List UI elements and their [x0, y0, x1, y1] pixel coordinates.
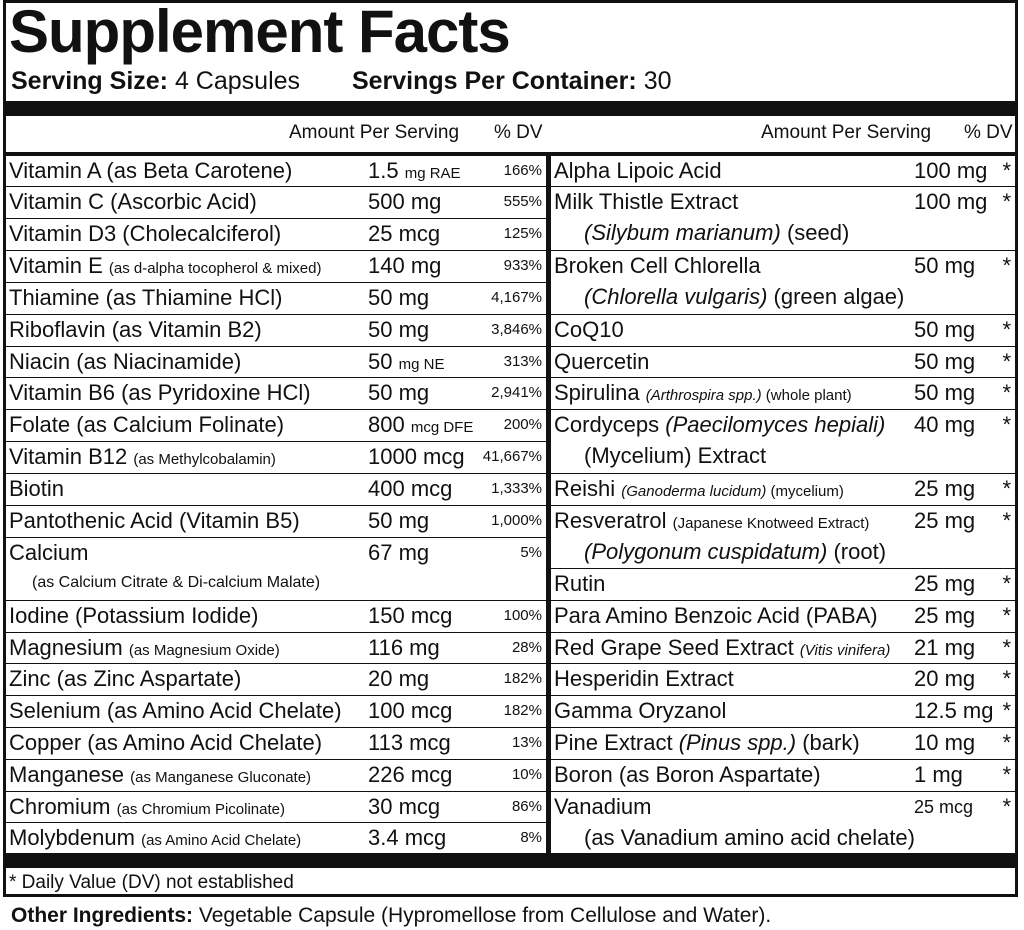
nutrient-row — [6, 601, 546, 633]
nutrient-name-text: Vitamin A (as Beta Carotene) — [9, 158, 293, 183]
ingredient-dv: * — [1002, 317, 1011, 342]
ingredient-name — [554, 187, 738, 217]
daily-value: 200% — [503, 416, 542, 433]
ingredient-line2 — [584, 218, 849, 248]
ingredient-dv: * — [1002, 666, 1011, 691]
nutrient-name — [9, 823, 301, 856]
nutrient-amount — [368, 347, 444, 380]
ingredient-name-text: Reishi — [554, 476, 616, 501]
ingredient-name — [554, 378, 852, 411]
amount-value: 30 mcg — [368, 794, 441, 819]
other-ingredients-value: Vegetable Capsule (Hypromellose from Cellulose and Water). — [193, 904, 772, 927]
ingredient-name — [554, 315, 624, 345]
nutrient-row — [6, 187, 546, 219]
ingredient-name — [554, 251, 761, 281]
nutrient-name-text: Vitamin C (Ascorbic Acid) — [9, 189, 257, 214]
ingredient-row — [551, 792, 1015, 854]
nutrient-amount — [368, 283, 429, 313]
ingredient-part: (mycelium) — [766, 483, 844, 500]
ingredient-dv: * — [1002, 380, 1011, 405]
nutrient-amount — [368, 410, 473, 443]
ingredient-name-text: Milk Thistle Extract — [554, 189, 739, 214]
nutrient-row — [6, 792, 546, 823]
daily-value: 8% — [520, 829, 542, 846]
ingredient-dv: * — [1002, 794, 1011, 819]
nutrient-name-text: Vitamin D3 (Cholecalciferol) — [9, 221, 282, 246]
amount-value: 67 mg — [368, 540, 430, 565]
nutrient-row — [6, 378, 546, 410]
nutrient-name — [9, 760, 311, 793]
amount-value: 100 mcg — [368, 698, 453, 723]
ingredient-dv: * — [1002, 253, 1011, 278]
amount-value: 140 mg — [368, 253, 442, 278]
ingredient-name-text: Pine Extract — [554, 730, 673, 755]
nutrient-name — [9, 601, 258, 631]
nutrient-amount — [368, 315, 429, 345]
ingredient-row — [551, 378, 1015, 410]
daily-value: 5% — [520, 544, 542, 561]
ingredient-amount: 100 mg — [914, 189, 988, 214]
ingredient-latin-name: (Paecilomyces hepiali) — [659, 412, 886, 437]
nutrient-name-text: Selenium (as Amino Acid Chelate) — [9, 698, 342, 723]
nutrient-name-text: Thiamine (as Thiamine HCl) — [9, 285, 283, 310]
ingredient-row — [551, 347, 1015, 378]
ingredient-row — [551, 506, 1015, 569]
daily-value: 28% — [511, 639, 542, 656]
nutrient-row — [6, 664, 546, 696]
daily-value: 1,000% — [491, 512, 542, 529]
nutrient-row — [6, 315, 546, 347]
nutrient-name — [9, 696, 342, 726]
ingredient-name — [554, 410, 885, 440]
nutrient-amount — [368, 506, 429, 536]
nutrient-row — [6, 696, 546, 728]
ingredient-amount: 10 mg — [914, 730, 976, 755]
nutrient-source: (as d-alpha tocopherol & mixed) — [108, 260, 322, 277]
ingredient-line2 — [584, 537, 886, 567]
nutrient-name-text: Biotin — [9, 476, 65, 501]
ingredient-dv: * — [1002, 730, 1011, 755]
other-ingredients — [11, 902, 771, 930]
daily-value: 125% — [503, 225, 542, 242]
nutrient-amount — [368, 601, 452, 631]
nutrient-row — [6, 442, 546, 474]
ingredient-amount: 25 mg — [914, 603, 976, 628]
daily-value: 166% — [503, 162, 542, 179]
amount-value: 400 mcg — [368, 476, 453, 501]
ingredient-latin-name: (Silybum marianum) — [584, 220, 781, 245]
ingredient-name — [554, 601, 878, 631]
nutrient-row — [6, 251, 546, 283]
nutrient-source: (as Magnesium Oxide) — [128, 642, 280, 659]
amount-value: 500 mg — [368, 189, 442, 214]
daily-value: 10% — [511, 766, 542, 783]
ingredient-amount: 25 mg — [914, 476, 976, 501]
ingredient-row — [551, 156, 1015, 187]
amount-unit: mg RAE — [404, 165, 461, 182]
ingredient-row — [551, 187, 1015, 251]
ingredient-dv: * — [1002, 698, 1011, 723]
ingredient-row — [551, 410, 1015, 474]
daily-value: 182% — [503, 670, 542, 687]
nutrient-name-text: Pantothenic Acid (Vitamin B5) — [9, 508, 300, 533]
nutrient-name-text: Folate (as Calcium Folinate) — [9, 412, 285, 437]
ingredient-latin-name: (Polygonum cuspidatum) — [584, 539, 828, 564]
daily-value: 933% — [503, 257, 542, 274]
nutrient-name — [9, 792, 285, 825]
ingredient-dv: * — [1002, 603, 1011, 628]
ingredient-latin-name: (Ganoderma lucidum) — [621, 483, 767, 500]
nutrient-name — [9, 219, 281, 249]
ingredient-name-text: CoQ10 — [554, 317, 624, 342]
ingredient-dv: * — [1002, 349, 1011, 374]
ingredient-dv: * — [1002, 476, 1011, 501]
bottom-thick-rule — [6, 853, 1015, 868]
nutrient-amount — [368, 823, 446, 853]
nutrient-name — [9, 633, 280, 666]
ingredient-name-text: Red Grape Seed Extract — [554, 635, 794, 660]
nutrient-name-text: Copper (as Amino Acid Chelate) — [9, 730, 323, 755]
nutrient-source: (as Amino Acid Chelate) — [141, 832, 302, 849]
nutrient-name — [9, 664, 241, 694]
ingredient-name — [554, 633, 890, 666]
nutrient-amount — [368, 442, 465, 472]
serving-size-value: 4 Capsules — [174, 67, 301, 95]
ingredient-detail: (Mycelium) Extract — [584, 443, 767, 468]
nutrient-name — [9, 251, 321, 284]
ingredient-row — [551, 664, 1015, 696]
nutrient-row — [6, 760, 546, 792]
ingredient-row — [551, 474, 1015, 506]
ingredient-name — [554, 728, 860, 758]
daily-value: 313% — [503, 353, 542, 370]
nutrient-amount — [368, 474, 452, 504]
nutrient-name — [9, 538, 88, 568]
ingredient-latin-name: (Vitis vinifera) — [799, 642, 891, 659]
ingredient-name-text: Quercetin — [554, 349, 650, 374]
nutrient-name-text: Riboflavin (as Vitamin B2) — [9, 317, 262, 342]
nutrient-name-text: Manganese — [9, 762, 124, 787]
ingredient-amount: 25 mcg — [914, 797, 974, 817]
nutrient-row — [6, 538, 546, 601]
ingredient-row — [551, 633, 1015, 664]
nutrient-source: (as Methylcobalamin) — [133, 451, 276, 468]
ingredient-name-text: Cordyceps — [554, 412, 660, 437]
nutrient-row — [6, 410, 546, 442]
ingredient-dv: * — [1002, 508, 1011, 533]
ingredient-name-text: Boron (as Boron Aspartate) — [554, 762, 821, 787]
amount-value: 1.5 — [368, 158, 399, 183]
amount-value: 50 — [368, 349, 393, 374]
amount-unit: mg NE — [398, 356, 445, 373]
ingredient-row — [551, 728, 1015, 760]
ingredient-dv: * — [1002, 571, 1011, 596]
daily-value: 100% — [503, 607, 542, 624]
ingredient-part: (seed) — [780, 220, 850, 245]
left-amount-header: Amount Per Serving — [289, 122, 460, 143]
nutrient-source: (as Manganese Gluconate) — [130, 769, 312, 786]
ingredient-amount: 1 mg — [914, 762, 963, 787]
ingredient-name — [554, 506, 869, 539]
nutrient-amount — [368, 664, 429, 694]
nutrient-name — [9, 187, 257, 217]
ingredient-line2 — [584, 441, 766, 471]
ingredient-name — [554, 569, 605, 599]
ingredient-part: (Japanese Knotweed Extract) — [672, 515, 870, 532]
label-title: Supplement Facts — [9, 0, 510, 65]
nutrient-row — [6, 823, 546, 854]
nutrient-row — [6, 633, 546, 664]
nutrient-source: (as Chromium Picolinate) — [116, 801, 285, 818]
nutrient-amount — [368, 219, 440, 249]
nutrient-amount — [368, 760, 452, 790]
ingredient-latin-name: (Chlorella vulgaris) — [584, 284, 768, 309]
nutrient-name-text: Molybdenum — [9, 825, 135, 850]
other-ingredients-label: Other Ingredients: — [11, 904, 194, 927]
daily-value: 4,167% — [491, 289, 542, 306]
ingredient-line2 — [584, 282, 904, 312]
nutrient-name-text: Vitamin B12 — [9, 444, 128, 469]
ingredient-part: (root) — [827, 539, 887, 564]
amount-value: 25 mcg — [368, 221, 441, 246]
daily-value: 2,941% — [491, 384, 542, 401]
amount-value: 50 mg — [368, 508, 430, 533]
ingredient-amount: 12.5 mg — [914, 698, 994, 723]
ingredient-name — [554, 696, 726, 726]
right-dv-header: % DV — [964, 122, 1013, 143]
nutrient-name — [9, 315, 262, 345]
nutrient-name — [9, 283, 282, 313]
ingredient-latin-name: (Arthrospira spp.) — [645, 387, 762, 404]
ingredient-name — [554, 664, 734, 694]
ingredient-amount: 25 mg — [914, 571, 976, 596]
ingredient-dv: * — [1002, 635, 1011, 660]
ingredient-name — [554, 156, 722, 186]
nutrient-amount — [368, 538, 429, 568]
nutrient-row — [6, 506, 546, 538]
nutrient-name — [9, 156, 292, 186]
top-thick-rule — [6, 101, 1015, 116]
nutrient-amount — [368, 251, 441, 281]
footnote: * Daily Value (DV) not established — [9, 872, 294, 893]
nutrient-name-text: Zinc (as Zinc Aspartate) — [9, 666, 242, 691]
ingredient-part: (bark) — [796, 730, 860, 755]
amount-value: 800 — [368, 412, 405, 437]
ingredient-name — [554, 760, 821, 790]
daily-value: 41,667% — [482, 448, 542, 465]
amount-value: 1000 mcg — [368, 444, 465, 469]
daily-value: 182% — [503, 702, 542, 719]
daily-value: 1,333% — [491, 480, 542, 497]
ingredient-name — [554, 792, 651, 822]
ingredient-name-text: Rutin — [554, 571, 606, 596]
nutrient-amount — [368, 728, 451, 758]
ingredient-name-text: Para Amino Benzoic Acid (PABA) — [554, 603, 878, 628]
ingredient-row — [551, 315, 1015, 347]
ingredient-name-text: Vanadium — [554, 794, 652, 819]
nutrient-name — [9, 347, 241, 377]
amount-value: 116 mg — [368, 635, 440, 660]
nutrient-name — [9, 378, 311, 408]
ingredient-dv: * — [1002, 762, 1011, 787]
ingredient-name — [554, 347, 649, 377]
servings-per-container-value: 30 — [643, 67, 672, 95]
ingredient-amount: 50 mg — [914, 349, 976, 374]
nutrient-name-text: Magnesium — [9, 635, 123, 660]
daily-value: 555% — [503, 193, 542, 210]
nutrient-name-text: Calcium — [9, 540, 89, 565]
ingredient-row — [551, 601, 1015, 633]
nutrient-name-text: Vitamin B6 (as Pyridoxine HCl) — [9, 380, 311, 405]
ingredient-row — [551, 696, 1015, 728]
ingredient-amount: 20 mg — [914, 666, 976, 691]
nutrient-source: (as Calcium Citrate & Di-calcium Malate) — [32, 574, 321, 591]
ingredient-dv: * — [1002, 412, 1011, 437]
nutrient-amount — [368, 792, 440, 822]
ingredient-dv: * — [1002, 189, 1011, 214]
amount-value: 50 mg — [368, 285, 430, 310]
ingredient-name-text: Spirulina — [554, 380, 640, 405]
amount-value: 3.4 mcg — [368, 825, 447, 850]
nutrient-amount — [368, 378, 429, 408]
nutrient-row — [6, 156, 546, 187]
nutrient-amount — [368, 696, 452, 726]
ingredient-name-text: Hesperidin Extract — [554, 666, 734, 691]
amount-unit: mcg DFE — [410, 419, 474, 436]
amount-value: 150 mcg — [368, 603, 453, 628]
serving-info — [11, 64, 672, 98]
amount-value: 50 mg — [368, 317, 430, 342]
nutrient-name-text: Vitamin E — [9, 253, 103, 278]
daily-value: 86% — [511, 798, 542, 815]
ingredient-part: (green algae) — [767, 284, 905, 309]
ingredient-amount: 40 mg — [914, 412, 976, 437]
nutrient-name-text: Niacin (as Niacinamide) — [9, 349, 242, 374]
ingredient-amount: 25 mg — [914, 508, 976, 533]
nutrient-amount — [368, 187, 441, 217]
nutrient-row — [6, 219, 546, 251]
nutrient-name — [9, 474, 64, 504]
nutrient-row — [6, 474, 546, 506]
servings-per-container-label: Servings Per Container: — [351, 67, 637, 95]
amount-value: 50 mg — [368, 380, 430, 405]
amount-value: 113 mcg — [368, 730, 451, 755]
ingredient-row — [551, 760, 1015, 792]
nutrient-amount — [368, 156, 461, 189]
ingredient-name-text: Gamma Oryzanol — [554, 698, 727, 723]
ingredient-part: (whole plant) — [761, 387, 852, 404]
nutrient-name — [9, 442, 276, 475]
nutrient-row — [6, 347, 546, 378]
ingredient-amount: 100 mg — [914, 158, 988, 183]
ingredient-name-text: Broken Cell Chlorella — [554, 253, 761, 278]
ingredient-line2 — [584, 823, 915, 853]
ingredient-name — [554, 474, 844, 507]
ingredient-amount: 50 mg — [914, 317, 976, 342]
ingredient-row — [551, 569, 1015, 601]
daily-value: 3,846% — [491, 321, 542, 338]
right-amount-header: Amount Per Serving — [761, 122, 932, 143]
amount-value: 20 mg — [368, 666, 430, 691]
nutrient-row — [6, 283, 546, 315]
nutrient-name — [9, 506, 300, 536]
ingredient-name-text: Alpha Lipoic Acid — [554, 158, 722, 183]
nutrient-name-text: Chromium — [9, 794, 111, 819]
daily-value: 13% — [511, 734, 542, 751]
ingredient-dv: * — [1002, 158, 1011, 183]
nutrient-row — [6, 728, 546, 760]
ingredient-detail: (as Vanadium amino acid chelate) — [584, 825, 915, 850]
ingredient-row — [551, 251, 1015, 315]
nutrient-name — [9, 410, 284, 440]
ingredient-amount: 50 mg — [914, 380, 976, 405]
ingredient-latin-name: (Pinus spp.) — [672, 730, 797, 755]
nutrient-name-text: Iodine (Potassium Iodide) — [9, 603, 259, 628]
ingredient-amount: 21 mg — [914, 635, 976, 660]
nutrient-amount — [368, 633, 440, 663]
left-dv-header: % DV — [494, 122, 543, 143]
amount-value: 226 mcg — [368, 762, 453, 787]
ingredient-name-text: Resveratrol — [554, 508, 667, 533]
nutrient-name — [9, 728, 322, 758]
ingredient-amount: 50 mg — [914, 253, 976, 278]
serving-size-label: Serving Size: — [11, 67, 168, 95]
